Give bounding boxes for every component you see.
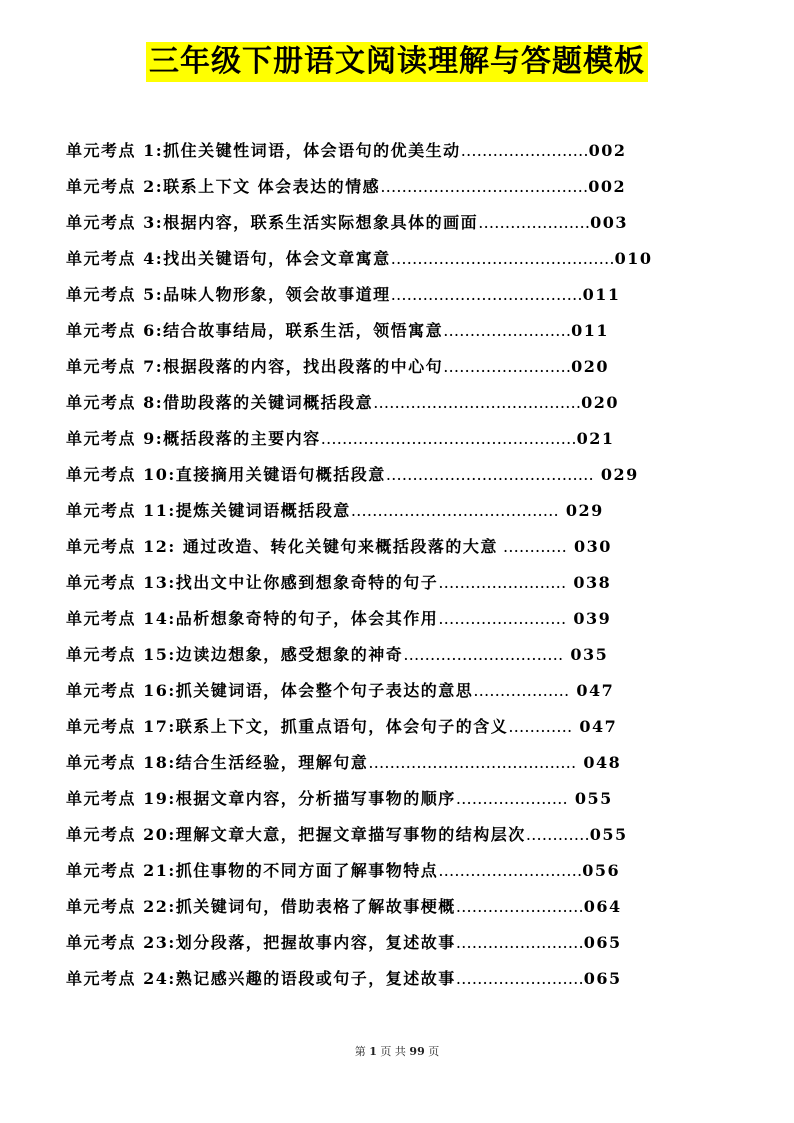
- toc-leader-dots: …………: [497, 537, 567, 556]
- toc-label: 单元考点 13:找出文中让你感到想象奇特的句子: [66, 573, 439, 592]
- toc-label: 单元考点 16:抓关键词语，体会整个句子表达的意思: [66, 681, 474, 700]
- toc-entry: [66, 205, 726, 241]
- toc-leader-dots: …………………………………: [380, 177, 589, 196]
- toc-label: 单元考点 5:品味人物形象，领会故事道理: [66, 285, 391, 304]
- toc-page-number: 056: [582, 861, 621, 880]
- toc-label: 单元考点 20:理解文章大意，把握文章描写事物的结构层次: [66, 825, 526, 844]
- toc-entry: [66, 781, 726, 817]
- footer-total-pages: 99: [409, 1045, 425, 1058]
- toc-leader-dots: …………: [508, 717, 573, 736]
- toc-page-number: 055: [567, 789, 613, 808]
- toc-page-number: 065: [583, 933, 622, 952]
- toc-leader-dots: ………………: [473, 681, 570, 700]
- toc-entry: [66, 493, 726, 529]
- toc-leader-dots: …………: [525, 825, 590, 844]
- toc-label: 单元考点 10:直接摘用关键语句概括段意: [66, 465, 386, 484]
- toc-leader-dots: …………………………………: [373, 393, 582, 412]
- toc-entry: [66, 745, 726, 781]
- toc-entry: [66, 925, 726, 961]
- toc-leader-dots: …………………………: [403, 645, 564, 664]
- toc-page-number: 011: [582, 285, 621, 304]
- toc-entry: [66, 817, 726, 853]
- toc-page-number: 047: [572, 717, 618, 736]
- toc-page-number: 010: [614, 249, 653, 268]
- toc-label: 单元考点 17:联系上下文，抓重点语句，体会句子的含义: [66, 717, 509, 736]
- toc-page-number: 055: [589, 825, 628, 844]
- toc-leader-dots: ……………………: [455, 897, 584, 916]
- toc-page-number: 038: [566, 573, 612, 592]
- toc-leader-dots: ……………………: [455, 933, 584, 952]
- toc-entry: [66, 133, 726, 169]
- toc-label: 单元考点 6:结合故事结局，联系生活，领悟寓意: [66, 321, 444, 340]
- toc-leader-dots: …………………: [478, 213, 591, 232]
- toc-label: 单元考点 14:品析想象奇特的句子，体会其作用: [66, 609, 439, 628]
- footer-middle: 页 共: [380, 1045, 406, 1058]
- toc-page-number: 048: [576, 753, 622, 772]
- toc-entry: [66, 709, 726, 745]
- toc-label: 单元考点 15:边读边想象，感受想象的神奇: [66, 645, 404, 664]
- document-title: 三年级下册语文阅读理解与答题模板: [146, 42, 648, 82]
- toc-page-number: 002: [588, 177, 627, 196]
- toc-page-number: 047: [569, 681, 615, 700]
- toc-entry: [66, 565, 726, 601]
- toc-entry: [66, 853, 726, 889]
- toc-page-number: 064: [583, 897, 622, 916]
- toc-page-number: 065: [583, 969, 622, 988]
- toc-page-number: 035: [563, 645, 609, 664]
- toc-leader-dots: ………………………: [438, 861, 583, 880]
- toc-entry: [66, 961, 726, 997]
- toc-label: 单元考点 22:抓关键词句，借助表格了解故事梗概: [66, 897, 456, 916]
- page-footer: [0, 1043, 794, 1059]
- toc-leader-dots: ……………………: [438, 573, 567, 592]
- toc-label: 单元考点 18:结合生活经验，理解句意: [66, 753, 369, 772]
- toc-entry: [66, 637, 726, 673]
- toc-label: 单元考点 24:熟记感兴趣的语段或句子，复述故事: [66, 969, 456, 988]
- toc-page-number: 021: [576, 429, 615, 448]
- toc-entry: [66, 277, 726, 313]
- toc-entry: [66, 529, 726, 565]
- toc-leader-dots: ……………………: [438, 609, 567, 628]
- table-of-contents: [66, 133, 726, 997]
- toc-page-number: 029: [593, 465, 639, 484]
- toc-leader-dots: …………………………………: [350, 501, 559, 520]
- toc-label: 单元考点 19:根据文章内容，分析描写事物的顺序: [66, 789, 456, 808]
- toc-entry: [66, 457, 726, 493]
- toc-page-number: 002: [588, 141, 627, 160]
- toc-leader-dots: …………………………………………: [320, 429, 577, 448]
- toc-label: 单元考点 11:提炼关键词语概括段意: [66, 501, 351, 520]
- toc-label: 单元考点 21:抓住事物的不同方面了解事物特点: [66, 861, 439, 880]
- toc-leader-dots: ……………………: [443, 321, 572, 340]
- toc-leader-dots: …………………: [455, 789, 568, 808]
- toc-label: 单元考点 8:借助段落的关键词概括段意: [66, 393, 374, 412]
- toc-entry: [66, 313, 726, 349]
- toc-page-number: 011: [571, 321, 610, 340]
- toc-label: 单元考点 9:概括段落的主要内容: [66, 429, 321, 448]
- title-wrap: [0, 42, 794, 82]
- toc-entry: [66, 385, 726, 421]
- toc-page-number: 030: [566, 537, 612, 556]
- toc-leader-dots: ………………………………: [390, 285, 583, 304]
- footer-suffix: 页: [428, 1045, 440, 1058]
- toc-entry: [66, 673, 726, 709]
- toc-label: 单元考点 1:抓住关键性词语，体会语句的优美生动: [66, 141, 461, 160]
- toc-entry: [66, 169, 726, 205]
- toc-page-number: 020: [571, 357, 610, 376]
- toc-leader-dots: ……………………: [443, 357, 572, 376]
- footer-prefix: 第: [354, 1045, 366, 1058]
- toc-leader-dots: ……………………………………: [390, 249, 615, 268]
- toc-page-number: 020: [581, 393, 620, 412]
- toc-label: 单元考点 4:找出关键语句，体会文章寓意: [66, 249, 391, 268]
- toc-entry: [66, 601, 726, 637]
- toc-page-number: 003: [590, 213, 629, 232]
- toc-leader-dots: ……………………: [455, 969, 584, 988]
- toc-label: 单元考点 3:根据内容，联系生活实际想象具体的画面: [66, 213, 479, 232]
- toc-entry: [66, 349, 726, 385]
- toc-entry: [66, 421, 726, 457]
- toc-entry: [66, 889, 726, 925]
- toc-label: 单元考点 12: 通过改造、转化关键句来概括段落的大意: [66, 537, 498, 556]
- toc-label: 单元考点 23:划分段落，把握故事内容，复述故事: [66, 933, 456, 952]
- toc-leader-dots: …………………………………: [368, 753, 577, 772]
- toc-page-number: 029: [558, 501, 604, 520]
- toc-leader-dots: ……………………: [460, 141, 589, 160]
- toc-label: 单元考点 2:联系上下文 体会表达的情感: [66, 177, 381, 196]
- toc-leader-dots: …………………………………: [385, 465, 594, 484]
- toc-entry: [66, 241, 726, 277]
- footer-page-number: 1: [369, 1045, 377, 1058]
- toc-label: 单元考点 7:根据段落的内容，找出段落的中心句: [66, 357, 444, 376]
- toc-page-number: 039: [566, 609, 612, 628]
